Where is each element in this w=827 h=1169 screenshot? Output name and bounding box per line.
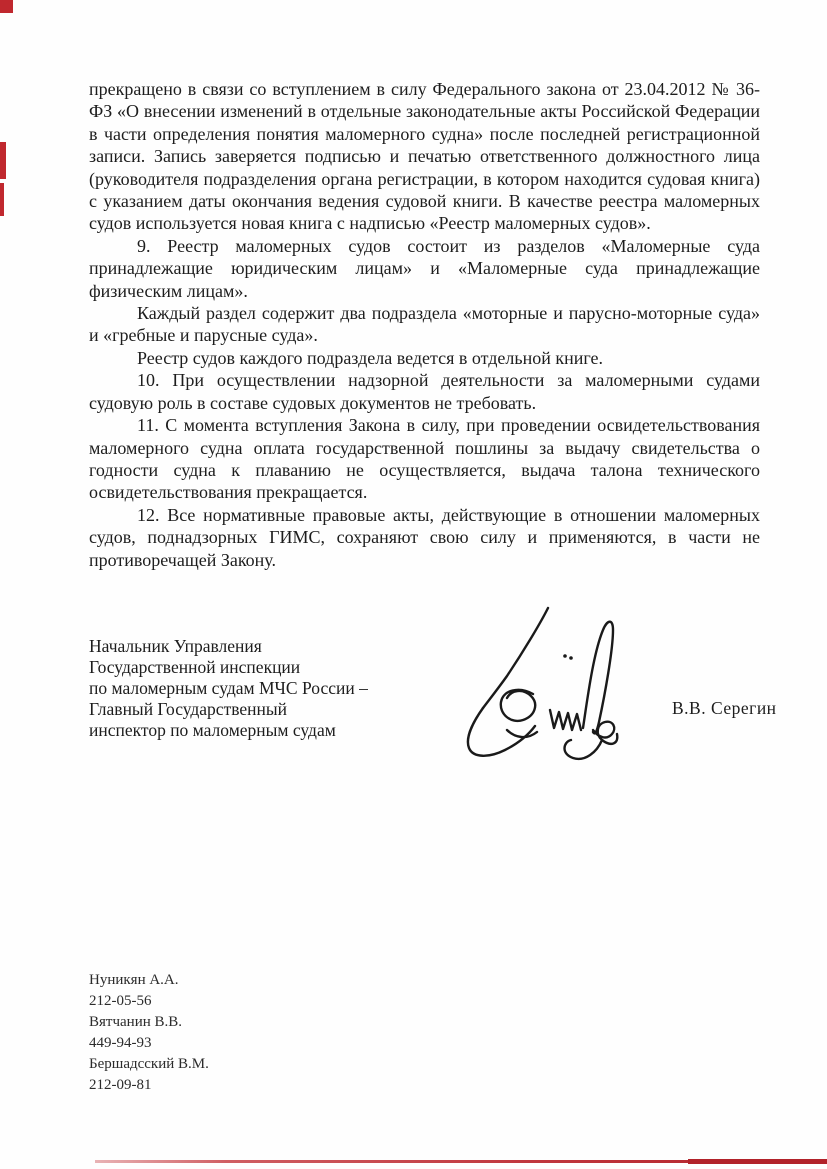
contact-name: Нуникян А.А. [89,972,179,988]
signatory-title-line: инспектор по маломерным судам [89,720,336,740]
scan-artifact-bottom-right [688,1159,827,1164]
contacts-block [89,970,209,1096]
contact-name: Бершадсский В.М. [89,1056,209,1072]
signatory-title-line: Государственной инспекции [89,657,301,677]
body-paragraph: 9. Реестр маломерных судов состоит из разделов «Маломерные суда принадлежащие юридическим лицам» и «Маломерные суда принадлежащие физическим лицам». [89,235,760,301]
contact-name: Вятчанин В.В. [89,1014,183,1030]
handwritten-signature [455,598,645,783]
body-paragraph: 10. При осуществлении надзорной деятельности за маломерными судами судовую роль в составе судовых документов не требовать. [89,370,760,413]
signatory-title-block [89,636,419,741]
document-body [89,78,760,571]
signatory-title-line: Начальник Управления [89,636,262,656]
signatory-title-line: Главный Государственный [89,699,287,719]
signatory-name: В.В. Серегин [672,698,777,718]
contact-phone: 449-94-93 [89,1035,152,1051]
body-paragraph: Реестр судов каждого подраздела ведется в отдельной книге. [137,347,603,368]
body-paragraph: 12. Все нормативные правовые акты, действующие в отношении маломерных судов, поднадзорных ГИМС, сохраняют свою силу и применяются, в части не противоречащей Закону. [89,504,760,570]
scan-artifact-top-left [0,0,13,13]
body-paragraph: прекращено в связи со вступлением в силу Федерального закона от 23.04.2012 № 36-ФЗ «О внесении изменений в отдельные законодательные акты Российской Федерации в части определения понятия маломерного судна» после последней регистрационной записи. Запись заверяется подписью и печатью ответственного должностного лица (руководителя подразделения органа регистрации, в котором находится судовая книга) с указанием даты окончания ведения судовой книги. В качестве реестра маломерных судов используется новая книга с надписью «Реестр маломерных судов». [89,79,760,234]
body-paragraph: Каждый раздел содержит два подраздела «моторные и парусно-моторные суда» и «гребные и парусные суда». [89,303,760,346]
scan-artifact-left-edge-2 [0,183,4,216]
contact-phone: 212-09-81 [89,1077,152,1093]
signatory-title-line: по маломерным судам МЧС России – [89,678,368,698]
body-paragraph: 11. С момента вступления Закона в силу, при проведении освидетельствования маломерного судна оплата государственной пошлины за выдачу свидетельства о годности судна к плаванию не осуществляется, выдача талона технического освидетельствования прекращается. [89,415,760,503]
scan-artifact-left-edge-1 [0,142,6,179]
contact-phone: 212-05-56 [89,993,152,1009]
